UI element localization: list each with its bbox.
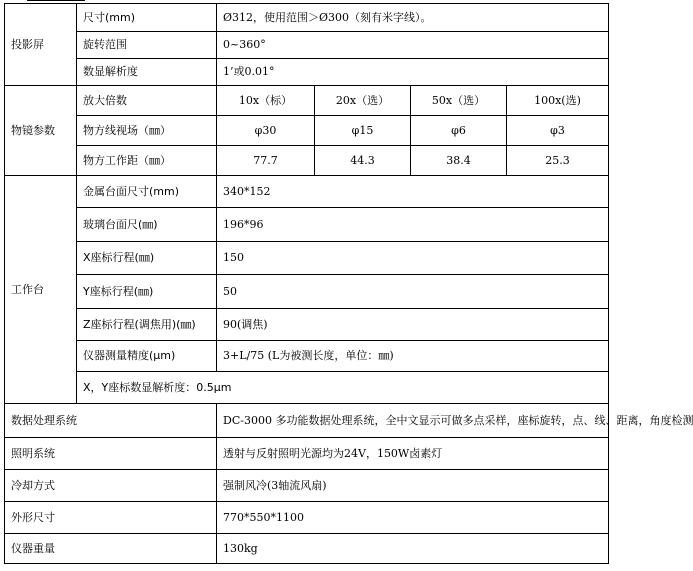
row-value: Ø312，使用范围＞Ø300（刻有米字线）。 xyxy=(217,4,609,32)
magnification-cell: 50x（选） xyxy=(411,86,507,116)
table-row xyxy=(5,372,609,404)
row-label: 玻璃台面尺(㎜) xyxy=(77,208,217,242)
row-label: 尺寸(mm) xyxy=(77,4,217,32)
top-rule xyxy=(27,0,85,1)
table-row xyxy=(5,438,609,470)
table-row xyxy=(5,146,609,176)
row-label: Y座标行程(㎜) xyxy=(77,275,217,309)
row-value: 50 xyxy=(217,275,609,309)
field-cell: φ6 xyxy=(411,116,507,146)
table-row xyxy=(5,116,609,146)
row-label: X座标行程(㎜) xyxy=(77,242,217,275)
row-value: 透射与反射照明光源均为24V，150W卤素灯 xyxy=(217,438,609,470)
group-worktable: 工作台 xyxy=(5,176,77,404)
row-label: 仪器测量精度(μm) xyxy=(77,341,217,372)
row-value: 130kg xyxy=(217,534,609,564)
field-cell: φ3 xyxy=(507,116,609,146)
table-row xyxy=(5,502,609,534)
group-lighting: 照明系统 xyxy=(5,438,217,470)
row-label: 物方工作距（㎜） xyxy=(77,146,217,176)
table-row xyxy=(5,208,609,242)
table-row xyxy=(5,32,609,59)
row-value: 770*550*1100 xyxy=(217,502,609,534)
field-cell: φ30 xyxy=(217,116,315,146)
table-row xyxy=(5,275,609,309)
group-weight: 仪器重量 xyxy=(5,534,217,564)
row-label: Z座标行程(调焦用)(㎜) xyxy=(77,309,217,341)
distance-cell: 44.3 xyxy=(315,146,411,176)
row-value: 196*96 xyxy=(217,208,609,242)
table-row xyxy=(5,341,609,372)
row-label: 数显解析度 xyxy=(77,59,217,86)
row-label: 金属台面尺寸(mm) xyxy=(77,176,217,208)
table-row xyxy=(5,176,609,208)
row-label: 物方线视场（㎜） xyxy=(77,116,217,146)
spec-table xyxy=(4,3,693,564)
row-label: 旋转范围 xyxy=(77,32,217,59)
table-row xyxy=(5,86,609,116)
table-row xyxy=(5,534,609,564)
row-value: 3+L/75 (L为被测长度，单位：㎜) xyxy=(217,341,609,372)
row-value: 1’或0.01° xyxy=(217,59,609,86)
group-dimensions: 外形尺寸 xyxy=(5,502,217,534)
table-row xyxy=(5,309,609,341)
magnification-cell: 20x（选） xyxy=(315,86,411,116)
row-value: 340*152 xyxy=(217,176,609,208)
row-value: 0~360° xyxy=(217,32,609,59)
row-label: 放大倍数 xyxy=(77,86,217,116)
row-value: DC-3000 多功能数据处理系统，全中文显示可做多点采样，座标旋转，点、线、距离，角度检测 xyxy=(217,404,609,438)
table-row xyxy=(5,242,609,275)
magnification-cell: 100x(选) xyxy=(507,86,609,116)
distance-cell: 25.3 xyxy=(507,146,609,176)
resolution-note: X，Y座标数显解析度：0.5μm xyxy=(77,372,609,404)
magnification-cell: 10x（标） xyxy=(217,86,315,116)
table-row xyxy=(5,404,609,438)
distance-cell: 77.7 xyxy=(217,146,315,176)
table-row xyxy=(5,470,609,502)
group-data-processing: 数据处理系统 xyxy=(5,404,217,438)
field-cell: φ15 xyxy=(315,116,411,146)
row-value: 90(调焦) xyxy=(217,309,609,341)
row-value: 强制风冷(3轴流风扇) xyxy=(217,470,609,502)
row-value: 150 xyxy=(217,242,609,275)
group-projection: 投影屏 xyxy=(5,4,77,86)
group-cooling: 冷却方式 xyxy=(5,470,217,502)
table-row xyxy=(5,59,609,86)
table-row xyxy=(5,4,609,32)
group-objective: 物镜参数 xyxy=(5,86,77,176)
distance-cell: 38.4 xyxy=(411,146,507,176)
